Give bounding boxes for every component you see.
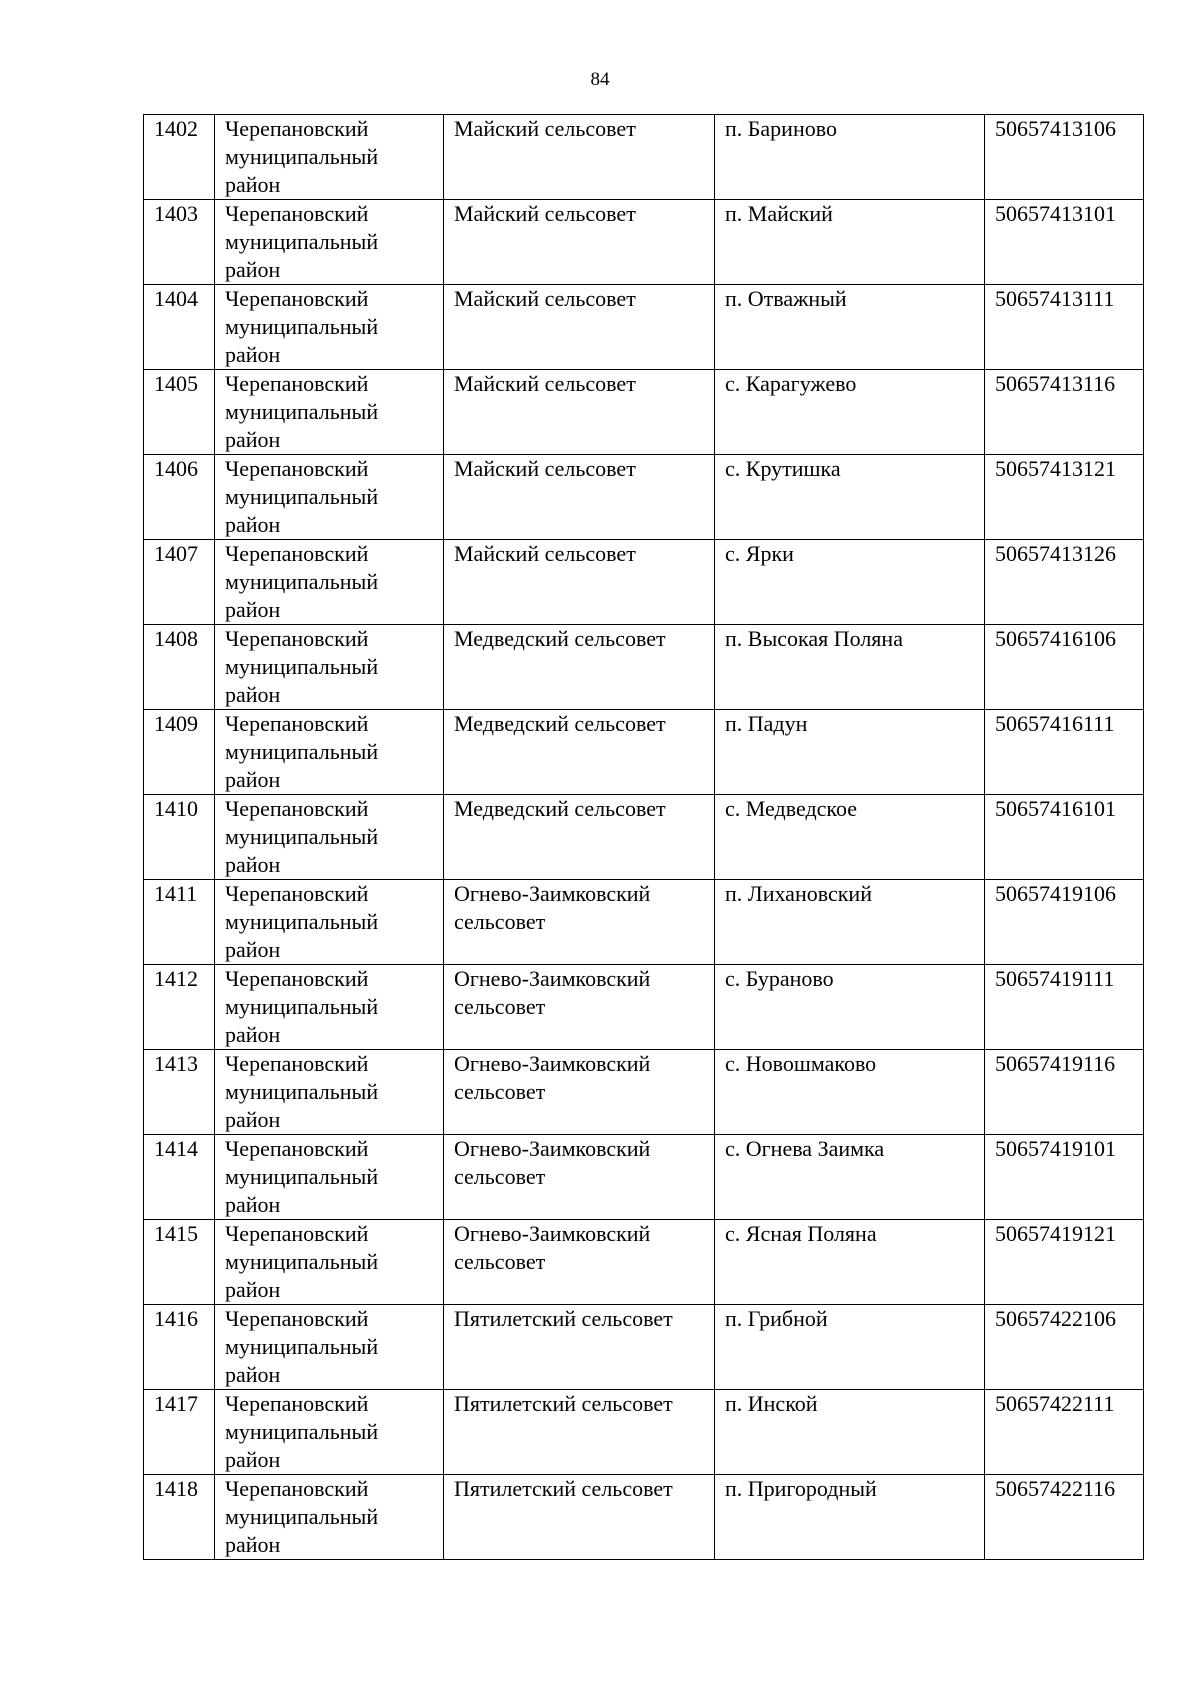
table-row xyxy=(144,1475,1144,1560)
locality-cell: п. Высокая Поляна xyxy=(715,625,985,710)
table-row xyxy=(144,1220,1144,1305)
council-cell: Пятилетский сельсовет xyxy=(444,1305,715,1390)
code-cell: 50657419101 xyxy=(985,1135,1144,1220)
district-cell: Черепановский муниципальный район xyxy=(215,285,444,370)
council-cell: Огнево-Заимковский сельсовет xyxy=(444,1220,715,1305)
row-number-cell: 1404 xyxy=(144,285,215,370)
code-cell: 50657422111 xyxy=(985,1390,1144,1475)
table-row xyxy=(144,880,1144,965)
locality-cell: с. Крутишка xyxy=(715,455,985,540)
table-row xyxy=(144,370,1144,455)
district-cell: Черепановский муниципальный район xyxy=(215,1050,444,1135)
district-cell: Черепановский муниципальный район xyxy=(215,1390,444,1475)
code-cell: 50657416111 xyxy=(985,710,1144,795)
code-cell: 50657419121 xyxy=(985,1220,1144,1305)
district-cell: Черепановский муниципальный район xyxy=(215,455,444,540)
council-cell: Пятилетский сельсовет xyxy=(444,1475,715,1560)
row-number-cell: 1411 xyxy=(144,880,215,965)
locality-cell: с. Карагужево xyxy=(715,370,985,455)
locality-cell: с. Ярки xyxy=(715,540,985,625)
district-cell: Черепановский муниципальный район xyxy=(215,1305,444,1390)
row-number-cell: 1402 xyxy=(144,115,215,200)
code-cell: 50657413116 xyxy=(985,370,1144,455)
code-cell: 50657413111 xyxy=(985,285,1144,370)
locality-cell: с. Огнева Заимка xyxy=(715,1135,985,1220)
council-cell: Майский сельсовет xyxy=(444,370,715,455)
district-cell: Черепановский муниципальный район xyxy=(215,1135,444,1220)
council-cell: Медведский сельсовет xyxy=(444,625,715,710)
council-cell: Огнево-Заимковский сельсовет xyxy=(444,1135,715,1220)
table-row xyxy=(144,1135,1144,1220)
district-cell: Черепановский муниципальный район xyxy=(215,880,444,965)
table-row xyxy=(144,795,1144,880)
code-cell: 50657416101 xyxy=(985,795,1144,880)
table-row xyxy=(144,285,1144,370)
code-cell: 50657416106 xyxy=(985,625,1144,710)
row-number-cell: 1407 xyxy=(144,540,215,625)
code-cell: 50657413121 xyxy=(985,455,1144,540)
settlements-table xyxy=(143,114,1144,1560)
table-body xyxy=(144,115,1144,1560)
locality-cell: с. Новошмаково xyxy=(715,1050,985,1135)
district-cell: Черепановский муниципальный район xyxy=(215,795,444,880)
row-number-cell: 1414 xyxy=(144,1135,215,1220)
table-row xyxy=(144,710,1144,795)
council-cell: Огнево-Заимковский сельсовет xyxy=(444,965,715,1050)
row-number-cell: 1413 xyxy=(144,1050,215,1135)
district-cell: Черепановский муниципальный район xyxy=(215,200,444,285)
locality-cell: п. Падун xyxy=(715,710,985,795)
locality-cell: п. Отважный xyxy=(715,285,985,370)
row-number-cell: 1418 xyxy=(144,1475,215,1560)
row-number-cell: 1416 xyxy=(144,1305,215,1390)
district-cell: Черепановский муниципальный район xyxy=(215,710,444,795)
district-cell: Черепановский муниципальный район xyxy=(215,540,444,625)
locality-cell: с. Медведское xyxy=(715,795,985,880)
row-number-cell: 1409 xyxy=(144,710,215,795)
row-number-cell: 1415 xyxy=(144,1220,215,1305)
locality-cell: с. Ясная Поляна xyxy=(715,1220,985,1305)
locality-cell: п. Инской xyxy=(715,1390,985,1475)
council-cell: Медведский сельсовет xyxy=(444,795,715,880)
code-cell: 50657413126 xyxy=(985,540,1144,625)
council-cell: Майский сельсовет xyxy=(444,455,715,540)
locality-cell: п. Майский xyxy=(715,200,985,285)
locality-cell: п. Пригородный xyxy=(715,1475,985,1560)
code-cell: 50657413101 xyxy=(985,200,1144,285)
table-row xyxy=(144,1305,1144,1390)
district-cell: Черепановский муниципальный район xyxy=(215,965,444,1050)
row-number-cell: 1405 xyxy=(144,370,215,455)
code-cell: 50657419116 xyxy=(985,1050,1144,1135)
row-number-cell: 1406 xyxy=(144,455,215,540)
table-row xyxy=(144,625,1144,710)
table-row xyxy=(144,455,1144,540)
council-cell: Майский сельсовет xyxy=(444,115,715,200)
council-cell: Пятилетский сельсовет xyxy=(444,1390,715,1475)
district-cell: Черепановский муниципальный район xyxy=(215,115,444,200)
district-cell: Черепановский муниципальный район xyxy=(215,625,444,710)
page-number: 84 xyxy=(590,69,610,90)
code-cell: 50657422106 xyxy=(985,1305,1144,1390)
locality-cell: п. Грибной xyxy=(715,1305,985,1390)
locality-cell: п. Лихановский xyxy=(715,880,985,965)
row-number-cell: 1408 xyxy=(144,625,215,710)
locality-cell: с. Бураново xyxy=(715,965,985,1050)
locality-cell: п. Бариново xyxy=(715,115,985,200)
table-row xyxy=(144,1050,1144,1135)
code-cell: 50657413106 xyxy=(985,115,1144,200)
row-number-cell: 1403 xyxy=(144,200,215,285)
table-row xyxy=(144,540,1144,625)
row-number-cell: 1410 xyxy=(144,795,215,880)
table-row xyxy=(144,115,1144,200)
row-number-cell: 1412 xyxy=(144,965,215,1050)
row-number-cell: 1417 xyxy=(144,1390,215,1475)
district-cell: Черепановский муниципальный район xyxy=(215,370,444,455)
council-cell: Майский сельсовет xyxy=(444,540,715,625)
council-cell: Медведский сельсовет xyxy=(444,710,715,795)
table-row xyxy=(144,1390,1144,1475)
table-row xyxy=(144,965,1144,1050)
district-cell: Черепановский муниципальный район xyxy=(215,1220,444,1305)
council-cell: Майский сельсовет xyxy=(444,200,715,285)
council-cell: Огнево-Заимковский сельсовет xyxy=(444,1050,715,1135)
code-cell: 50657419111 xyxy=(985,965,1144,1050)
council-cell: Майский сельсовет xyxy=(444,285,715,370)
district-cell: Черепановский муниципальный район xyxy=(215,1475,444,1560)
code-cell: 50657422116 xyxy=(985,1475,1144,1560)
table-row xyxy=(144,200,1144,285)
code-cell: 50657419106 xyxy=(985,880,1144,965)
council-cell: Огнево-Заимковский сельсовет xyxy=(444,880,715,965)
